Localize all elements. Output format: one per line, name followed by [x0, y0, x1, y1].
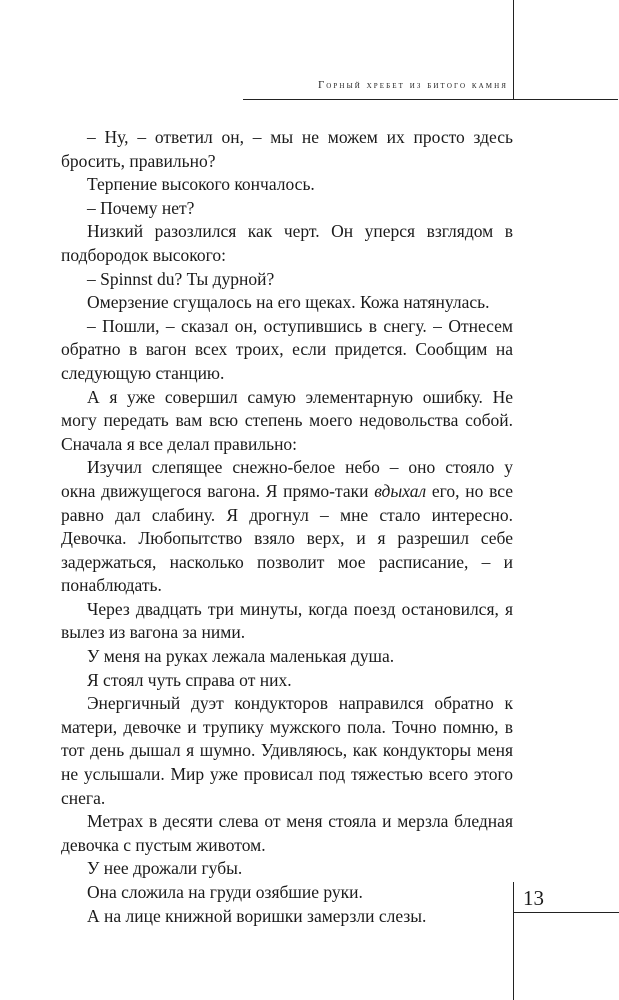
paragraph-text: его, но все равно дал слабину. Я дрогнул – мне стало интересно. Девочка. Любопытство взяло верх, и я разрешил себе задержаться, насколько позволит мое расписание, – и понаблюдать.: [61, 480, 513, 596]
running-header: Горный хребет из битого камня: [318, 80, 508, 91]
paragraph: Энергичный дуэт кондукторов направился обратно к матери, девочке и трупику мужского пола. Точно помню, в тот день дышал я шумно. Удивляюсь, как кондукторы меня не услышали. Мир уже провисал под тяжестью всего этого снега.: [61, 693, 513, 808]
paragraph: Омерзение сгущалось на его щеках. Кожа натянулась.: [87, 292, 490, 313]
paragraph: – Пошли, – сказал он, оступившись в снегу. – Отнесем обратно в вагон всех троих, если придется. Сообщим на следующую станцию.: [61, 315, 513, 383]
paragraph: Я стоял чуть справа от них.: [87, 669, 292, 690]
paragraph: У меня на руках лежала маленькая душа.: [87, 646, 395, 667]
paragraph: – Ну, – ответил он, – мы не можем их просто здесь бросить, правильно?: [61, 127, 513, 171]
paragraph: А на лице книжной воришки замерзли слезы.: [87, 905, 427, 926]
paragraph: [61, 456, 513, 598]
body-text: [61, 126, 513, 928]
vertical-rule-bottom: [513, 882, 514, 1000]
paragraph: – Почему нет?: [87, 197, 195, 218]
vertical-rule-top: [513, 0, 514, 100]
paragraph: У нее дрожали губы.: [87, 858, 243, 879]
paragraph: – Spinnst du? Ты дурной?: [87, 268, 275, 289]
paragraph: Низкий разозлился как черт. Он уперся взглядом в подбородок высокого:: [61, 221, 513, 265]
page-number-rule: [513, 912, 619, 913]
paragraph: А я уже совершил самую элементарную ошибку. Не могу передать вам всю степень моего недовольства собой. Сначала я все делал правильно:: [61, 386, 513, 454]
paragraph: Она сложила на груди озябшие руки.: [87, 882, 363, 902]
page-number: 13: [523, 886, 544, 910]
paragraph: Метрах в десяти слева от меня стояла и мерзла бледная девочка с пустым животом.: [61, 811, 513, 855]
paragraph: Через двадцать три минуты, когда поезд остановился, я вылез из вагона за ними.: [61, 598, 513, 643]
paragraph-text: Изучил слепящее снежно-белое небо – оно стояло у окна движущегося вагона. Я прямо-таки: [61, 457, 513, 501]
paragraph: Терпение высокого кончалось.: [87, 174, 315, 195]
header-rule: [243, 99, 618, 100]
emphasis: вдыхал: [374, 480, 427, 501]
